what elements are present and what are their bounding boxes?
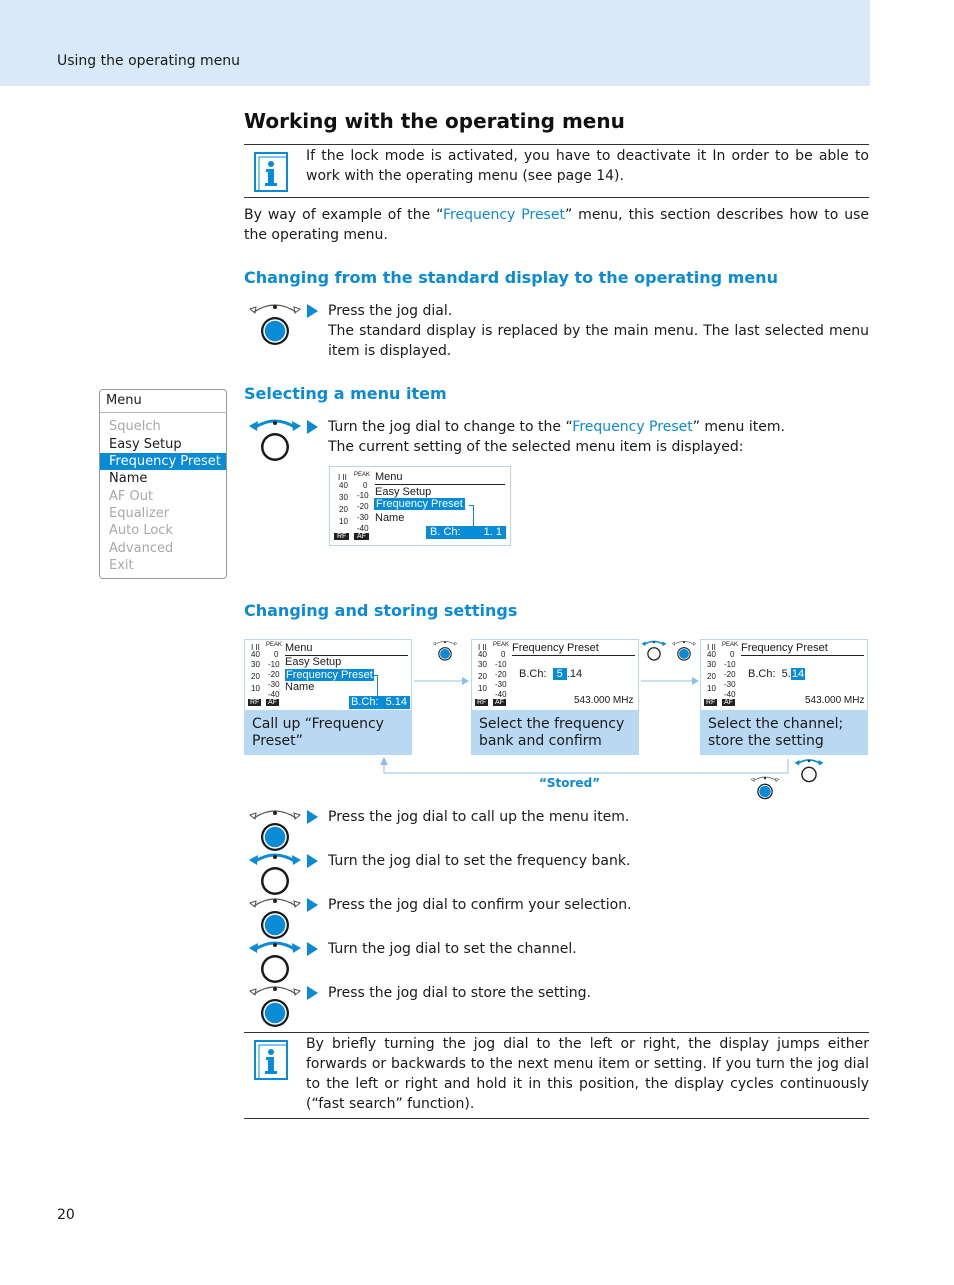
jog-dial-press-icon	[248, 300, 302, 346]
step-arrow-icon	[307, 420, 318, 434]
panel-caption: Select the frequency bank and confirm	[479, 716, 625, 749]
section-heading-standard-display: Changing from the standard display to the operating menu	[244, 268, 778, 287]
step-arrow-icon	[307, 854, 318, 868]
note-rule-bottom	[244, 197, 869, 198]
jog-dial-press-icon	[248, 982, 302, 1028]
step-arrow-icon	[307, 986, 318, 1000]
lcd-display: I II PEAK 40 30 20 10 0 -10 -20 -30 -40 RF AF Frequency Preset B.Ch: 5.14 543.000 MHz	[701, 640, 867, 710]
jog-dial-turn-icon	[794, 757, 824, 783]
section-heading-change-store: Changing and storing settings	[244, 601, 518, 620]
jog-dial-press-icon	[248, 806, 302, 852]
lcd-display: I II PEAK 40 30 20 10 0 -10 -20 -30 -40 RF AF Frequency Preset B.Ch: 5 .14 543.000 MHz	[472, 640, 638, 710]
panel-caption: Call up “Frequency Preset”	[252, 716, 384, 749]
jog-dial-press-icon	[248, 894, 302, 940]
jog-dial-turn-icon	[641, 637, 667, 663]
panel-caption: Select the channel; store the setting	[708, 716, 844, 749]
lcd-display: I II PEAK 40 30 20 10 0 -10 -20 -30 -40 RF AF Menu Easy Setup Frequency Preset Name B.Ch: 5.14	[245, 640, 411, 710]
step-text: Press the jog dial to confirm your selection.	[328, 897, 632, 913]
page-title: Working with the operating menu	[244, 109, 625, 133]
jog-dial-turn-icon	[248, 416, 302, 462]
jog-dial-turn-icon	[248, 850, 302, 896]
menu-item: Advanced	[109, 541, 174, 556]
info-icon	[254, 152, 288, 192]
note-rule-bottom	[244, 1118, 869, 1119]
section-header: Using the operating menu	[57, 53, 241, 69]
page-number: 20	[57, 1207, 75, 1223]
section-heading-select-item: Selecting a menu item	[244, 384, 447, 403]
menu-item: AF Out	[109, 489, 154, 504]
note-rule-top	[244, 1032, 869, 1033]
flow-arrow-icon	[414, 675, 470, 687]
step-text: Press the jog dial to call up the menu item.	[328, 809, 630, 825]
lcd-display: I II PEAK 40 30 20 10 0 -10 -20 -30 -40 RF AF Menu Easy Setup Frequency Preset Name B. Ch: 1. 1	[329, 466, 511, 546]
menu-item: Name	[109, 471, 148, 486]
note-rule-top	[244, 144, 869, 145]
stored-return-arrow-icon	[377, 755, 791, 777]
step-text: Turn the jog dial to change to the “Frequency Preset” menu item.	[328, 419, 785, 435]
flow-arrow-icon	[641, 675, 700, 687]
jog-dial-press-icon	[432, 637, 458, 663]
jog-dial-press-icon	[750, 774, 780, 800]
menu-item-selected: Frequency Preset	[100, 453, 226, 470]
step-arrow-icon	[307, 304, 318, 318]
step-text: Turn the jog dial to set the channel.	[328, 941, 577, 957]
result-text: The current setting of the selected menu item is displayed:	[328, 439, 744, 455]
info-icon	[254, 1040, 288, 1080]
jog-dial-turn-icon	[248, 938, 302, 984]
lock-note: If the lock mode is activated, you have to deactivate it In order to be able to work with the operating menu (see page 14).	[306, 148, 869, 184]
menu-item: Equalizer	[109, 506, 170, 521]
frequency-preset-link: Frequency Preset	[443, 207, 565, 223]
fast-search-note: By briefly turning the jog dial to the left or right, the display jumps either forwards or backwards to the next menu item or setting. If you turn the jog dial to the left or right and hold it in this position, the display cycles continuously (“fast search” function).	[306, 1036, 869, 1112]
step-text: Turn the jog dial to set the frequency bank.	[328, 853, 631, 869]
step-arrow-icon	[307, 898, 318, 912]
intro-paragraph: By way of example of the “Frequency Preset” menu, this section describes how to use the operating menu.	[244, 207, 870, 243]
menu-item: Exit	[109, 558, 134, 573]
step-text: Press the jog dial to store the setting.	[328, 985, 591, 1001]
stored-label: “Stored”	[539, 776, 601, 790]
side-menu-display	[99, 389, 227, 579]
step-text: Press the jog dial.	[328, 303, 453, 319]
menu-item: Squelch	[109, 419, 161, 434]
result-text: The standard display is replaced by the main menu. The last selected menu item is displayed.	[328, 323, 869, 359]
step-arrow-icon	[307, 942, 318, 956]
step-arrow-icon	[307, 810, 318, 824]
jog-dial-press-icon	[671, 637, 697, 663]
header-band	[0, 0, 870, 86]
side-menu-title: Menu	[106, 393, 142, 408]
menu-item: Auto Lock	[109, 523, 173, 538]
menu-item: Easy Setup	[109, 437, 182, 452]
